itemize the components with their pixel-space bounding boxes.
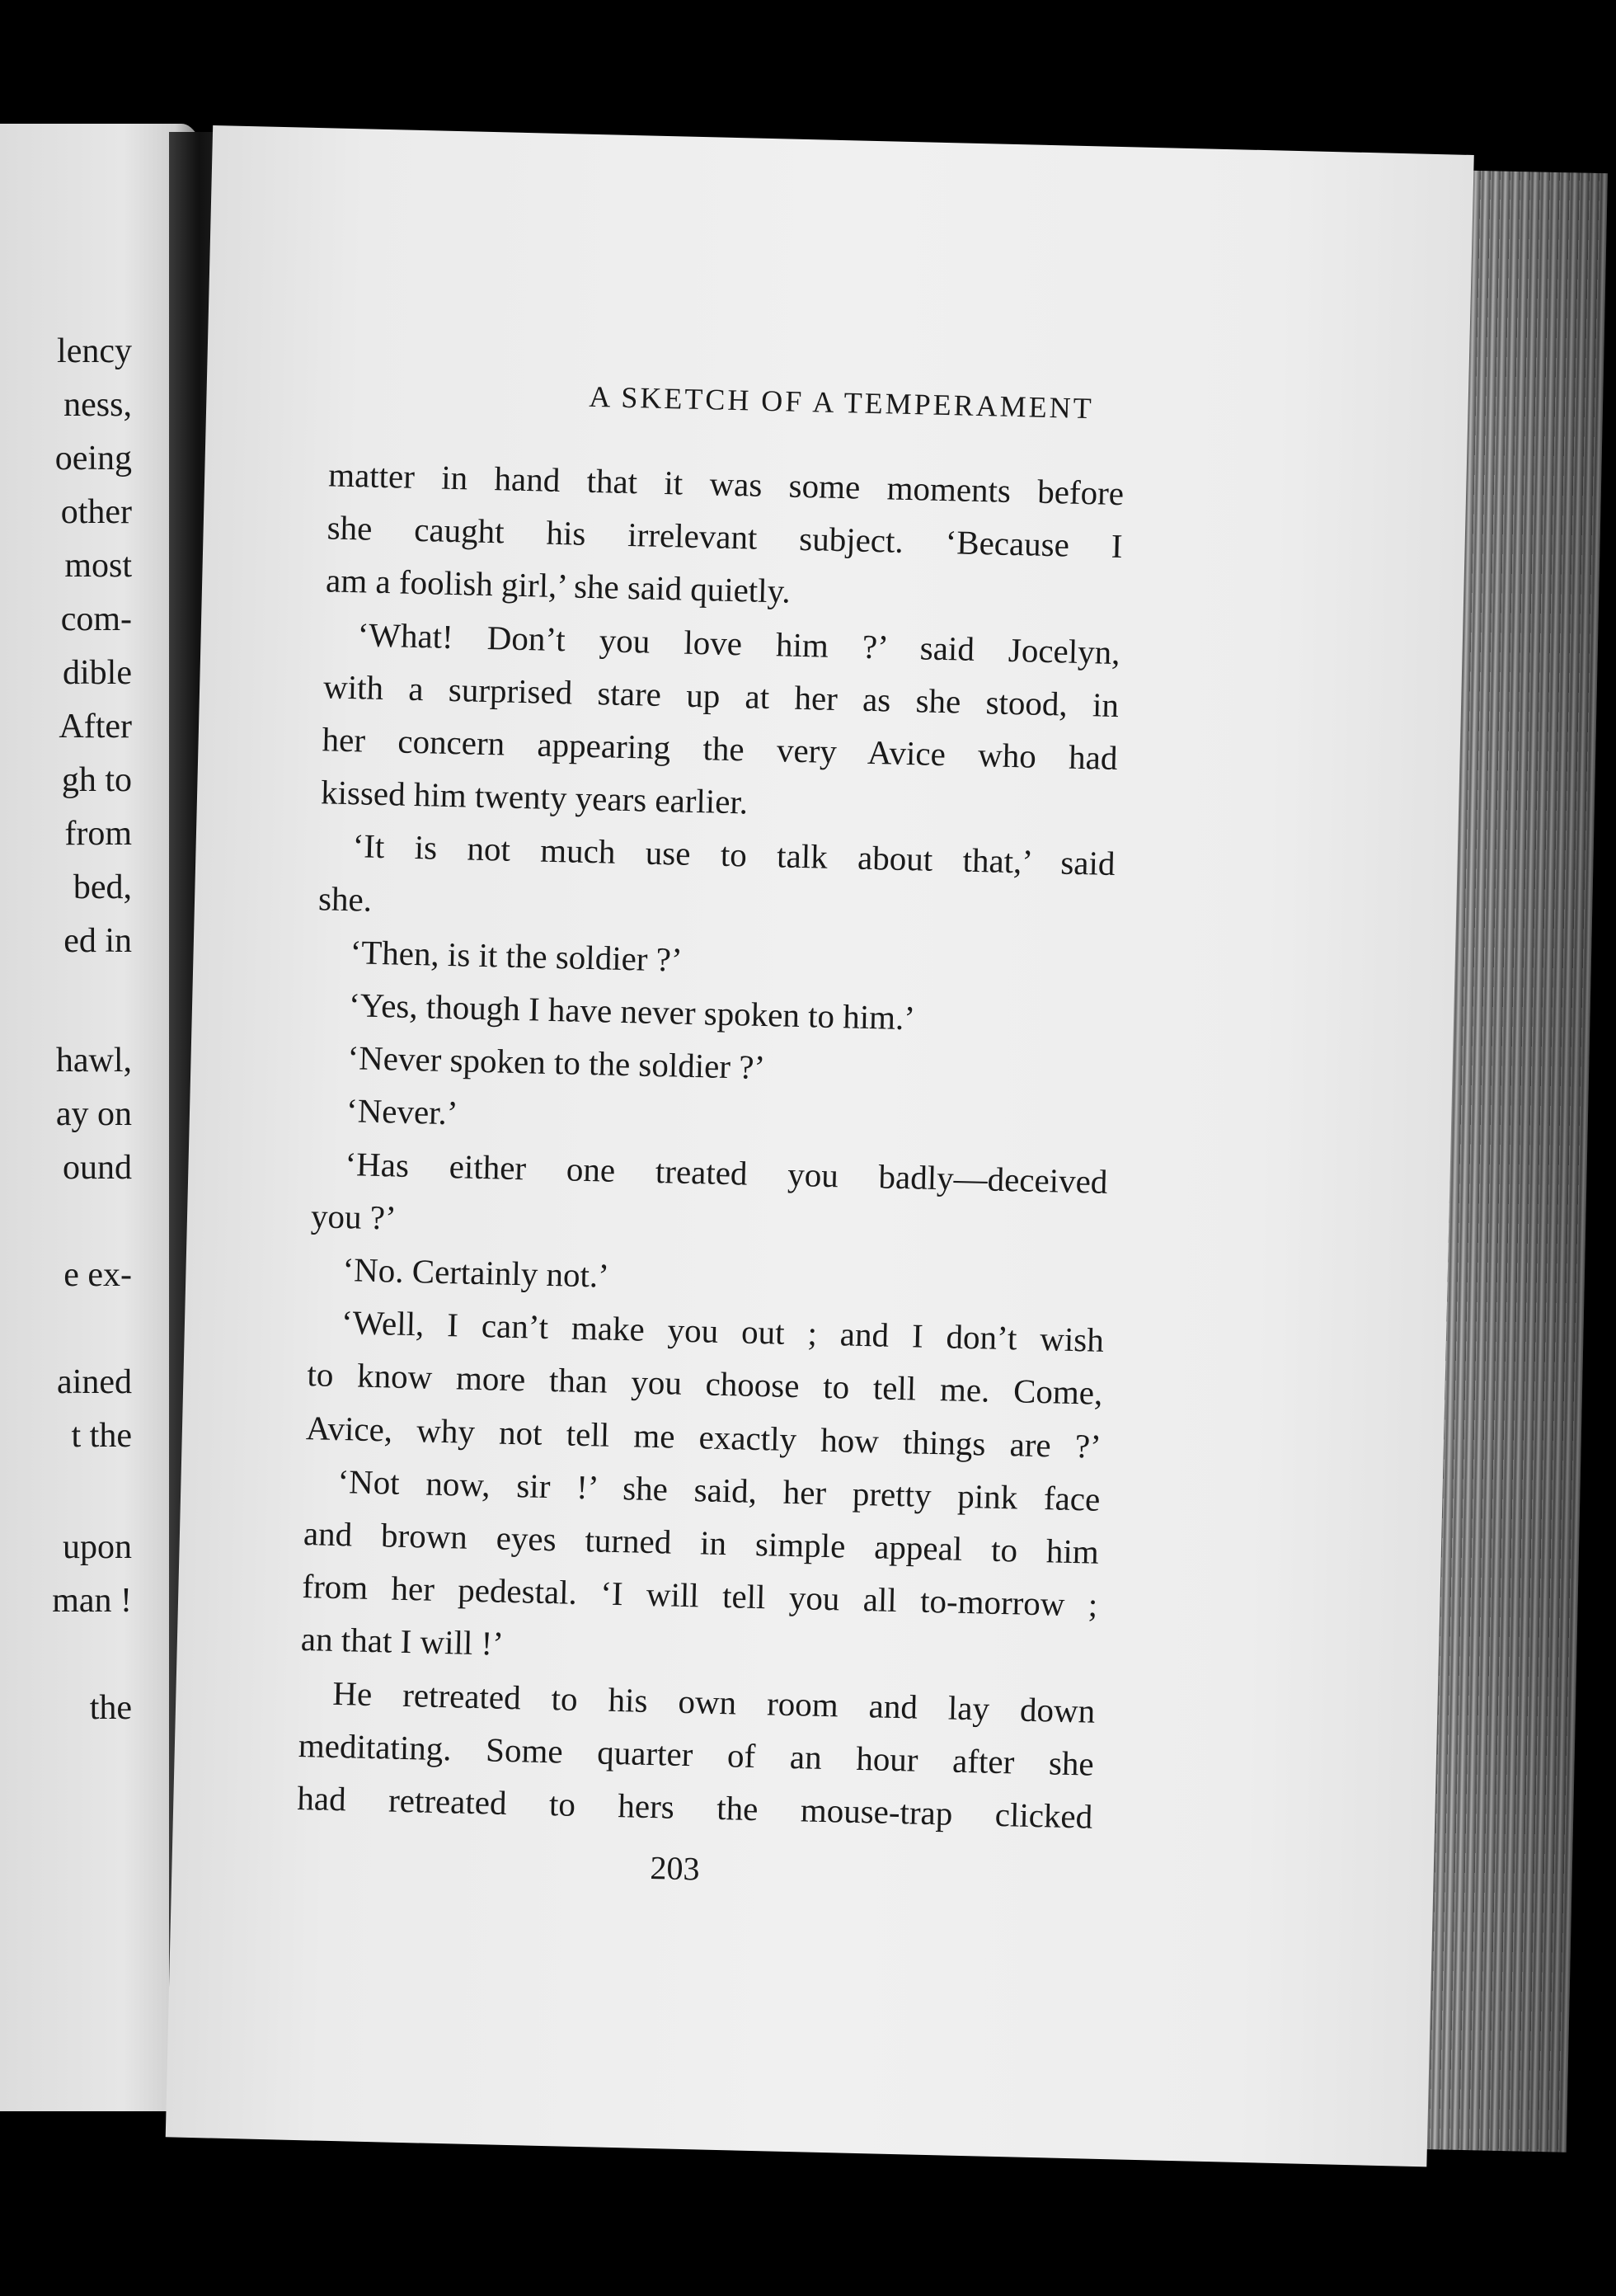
text-line: had retreated to hers the mouse-trap clicked [296,1778,1093,1836]
text-line: ‘Never.’ [345,1091,459,1132]
text-line: ‘Not now, sir !’ she said, her pretty pink face [336,1461,1101,1518]
previous-page-line: from [64,815,132,853]
text-line: kissed him twenty years earlier. [320,773,749,821]
previous-page-line: ed in [63,922,132,960]
text-line: He retreated to his own room and lay down [331,1673,1096,1730]
previous-page-line: hawl, [55,1042,132,1080]
text-line: to know more than you choose to tell me. Come, [307,1355,1103,1413]
text-line: ‘Never spoken to the soldier ?’ [347,1038,766,1087]
page-number: 203 [650,1849,701,1888]
running-head: A SKETCH OF A TEMPERAMENT [588,379,1095,426]
text-line: ‘Well, I can’t make you out ; and I don’t wish [341,1303,1105,1360]
current-page [166,125,1474,2167]
text-line: ‘It is not much use to talk about that,’ said [352,826,1116,883]
text-line: ‘What! Don’t you love him ?’ said Jocelyn, [357,614,1121,671]
text-line: Avice, why not tell me exactly how things are ?’ [305,1408,1102,1466]
previous-page-line: other [60,493,132,531]
text-line: ‘Has either one treated you badly—deceived [345,1144,1108,1201]
text-line: am a foolish girl,’ she said quietly. [325,561,792,611]
text-line: ‘Then, is it the soldier ?’ [350,932,684,979]
text-line: you ?’ [310,1196,397,1237]
previous-page-line: t the [71,1417,132,1455]
previous-page-line: com- [60,600,132,638]
previous-page-line: bed, [73,868,132,906]
text-line: ‘Yes, though I have never spoken to him.’ [348,986,916,1037]
previous-page-line: gh to [61,761,132,799]
previous-page: lency ness, oeing other most com- dible After gh to from bed, ed in hawl, ay on ound e ex- ained t the upon man ! the [0,124,206,2111]
previous-page-line: ness, [63,386,132,424]
page-text-block [166,125,1474,2167]
text-line: with a surprised stare up at her as she stood, in [322,667,1120,724]
text-line: she caught his irrelevant subject. ‘Because I [326,508,1124,566]
previous-page-line: lency [57,332,132,370]
previous-page-line: ained [57,1363,132,1401]
previous-page-line: ay on [55,1095,132,1133]
text-line: meditating. Some quarter of an hour after she [298,1725,1095,1783]
previous-page-line: man ! [52,1582,132,1620]
previous-page-line: most [64,547,132,585]
previous-page-line: e ex- [63,1256,132,1294]
text-line: her concern appearing the very Avice who had [322,720,1118,778]
previous-page-line: After [59,708,132,746]
text-line: and brown eyes turned in simple appeal to him [303,1514,1100,1571]
text-line: she. [317,878,373,919]
text-line: an that I will !’ [300,1620,505,1663]
text-line: from her pedestal. ‘I will tell you all to-morrow ; [301,1567,1098,1624]
text-line: matter in hand that it was some moments before [327,455,1125,513]
previous-page-line: upon [63,1528,132,1566]
previous-page-line: dible [63,654,132,692]
previous-page-line: ound [63,1149,132,1187]
previous-page-line: oeing [54,440,132,478]
text-line: ‘No. Certainly not.’ [342,1250,610,1295]
